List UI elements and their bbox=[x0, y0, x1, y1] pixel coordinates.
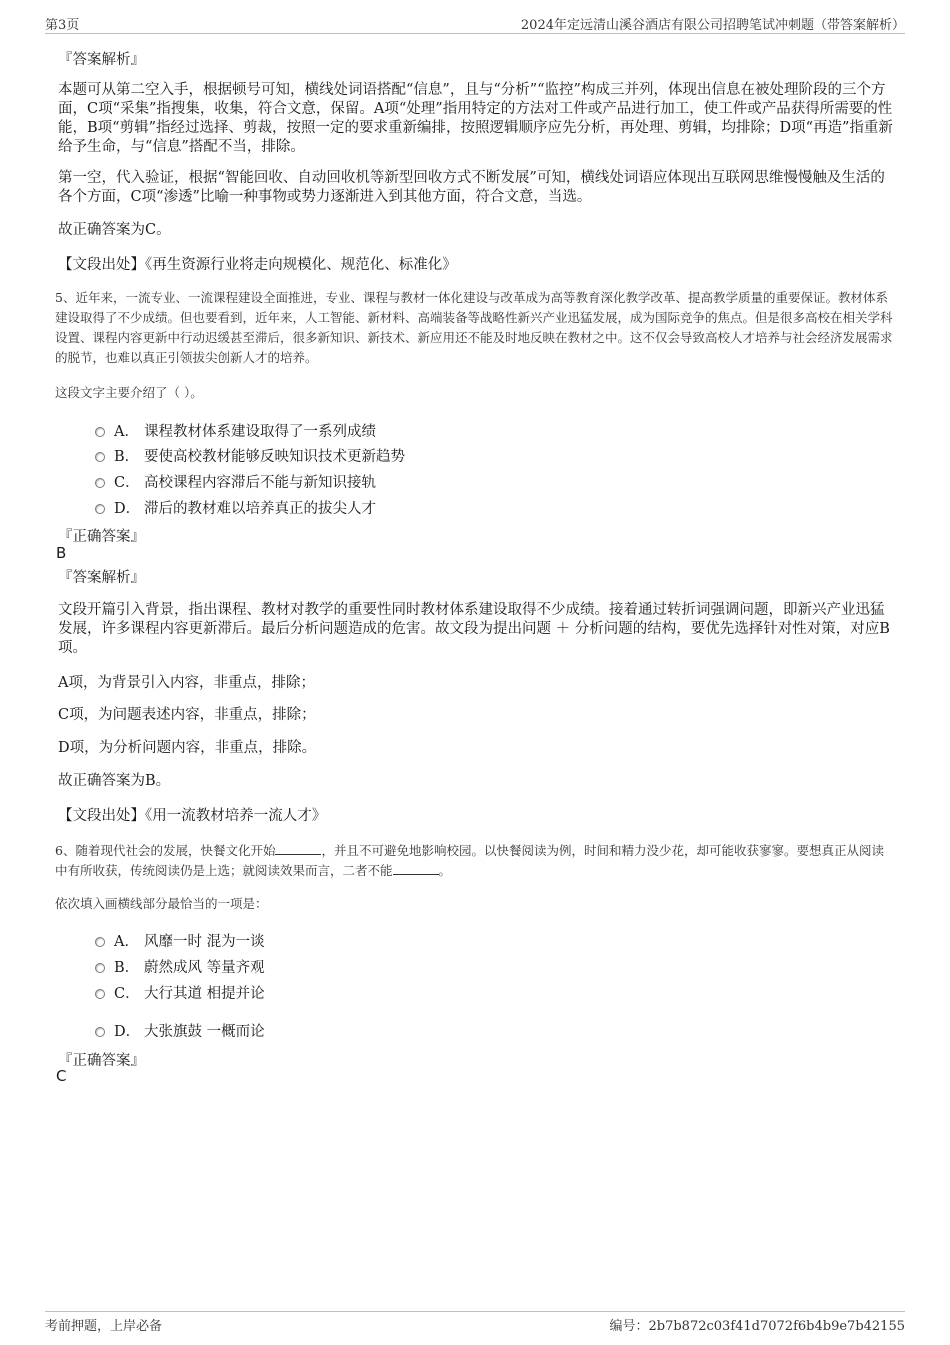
option-text: 风靡一时 混为一谈 bbox=[144, 933, 265, 950]
option-text: 滞后的教材难以培养真正的拔尖人才 bbox=[144, 500, 376, 517]
q4-analysis-label: 『答案解析』 bbox=[58, 52, 145, 68]
radio-icon[interactable] bbox=[95, 1027, 105, 1037]
option-letter: D． bbox=[114, 500, 141, 517]
option-text: 大张旗鼓 一概而论 bbox=[144, 1023, 265, 1040]
fill-blank bbox=[393, 863, 439, 875]
q6-option-a[interactable] bbox=[95, 930, 265, 950]
option-text: 高校课程内容滞后不能与新知识接轨 bbox=[144, 474, 376, 491]
option-letter: B． bbox=[114, 959, 140, 976]
q6-option-b[interactable] bbox=[95, 956, 265, 976]
q6-option-c[interactable] bbox=[95, 982, 265, 1002]
q5-note-a: A项，为背景引入内容，非重点，排除； bbox=[58, 675, 315, 691]
q5-question: 这段文字主要介绍了（ ）。 bbox=[55, 385, 203, 400]
radio-icon[interactable] bbox=[95, 452, 105, 462]
q5-note-d: D项，为分析问题内容，非重点，排除。 bbox=[58, 740, 317, 756]
fill-blank bbox=[275, 843, 321, 855]
radio-icon[interactable] bbox=[95, 478, 105, 488]
q5-analysis-label: 『答案解析』 bbox=[58, 570, 145, 586]
q5-answer: B bbox=[56, 544, 67, 562]
option-text: 大行其道 相提并论 bbox=[144, 985, 265, 1002]
page-header bbox=[45, 12, 905, 34]
q4-conclusion: 故正确答案为C。 bbox=[58, 222, 171, 238]
q4-analysis-para1: 本题可从第二空入手，根据顿号可知，横线处词语搭配“信息”，且与“分析”“监控”构成三并列，体现出信息在被处理阶段的三个方面，C项“采集”指搜集，收集，符合文意，保留。A项“处理”指用特定的方法对工件或产品进行加工，使工件或产品获得所需要的性能，B项“剪辑”指经过选择、剪裁，按照一定的要求重新编排，按照逻辑顺序应先分析，再处理、剪辑，均排除；D项“再造”指重新给予生命，与“信息”搭配不当，排除。 bbox=[58, 82, 893, 155]
radio-icon[interactable] bbox=[95, 963, 105, 973]
q6-stem bbox=[55, 841, 895, 881]
q6-stem-part3: 。 bbox=[438, 863, 452, 878]
q6-stem-part2: ，并且不可避免地影响校园。以快餐阅读为例，时间和精力没少花，却可能收获寥寥。要想真正从阅读中有所收获，传统阅读仍是上选；就阅读效果而言，二者不能 bbox=[55, 843, 884, 878]
q5-conclusion: 故正确答案为B。 bbox=[58, 773, 171, 789]
radio-icon[interactable] bbox=[95, 504, 105, 514]
option-text: 蔚然成风 等量齐观 bbox=[144, 959, 265, 976]
radio-icon[interactable] bbox=[95, 989, 105, 999]
q5-analysis: 文段开篇引入背景，指出课程、教材对教学的重要性同时教材体系建设取得不少成绩。接着通过转折词强调问题，即新兴产业迅猛发展，许多课程内容更新滞后。最后分析问题造成的危害。故文段为提出问题 ＋ 分析问题的结构，要优先选择针对性对策，对应B项。 bbox=[58, 602, 890, 656]
q5-option-a[interactable] bbox=[95, 420, 376, 440]
q6-answer-label: 『正确答案』 bbox=[58, 1053, 145, 1069]
option-letter: C． bbox=[114, 474, 140, 491]
page-footer bbox=[45, 1311, 905, 1335]
option-text: 要使高校教材能够反映知识技术更新趋势 bbox=[144, 448, 405, 465]
page-number: 第3页 bbox=[45, 18, 80, 33]
footer-slogan: 考前押题，上岸必备 bbox=[45, 1319, 163, 1334]
document-title: 2024年定远清山溪谷酒店有限公司招聘笔试冲刺题（带答案解析） bbox=[520, 18, 905, 33]
option-text: 课程教材体系建设取得了一系列成绩 bbox=[144, 423, 376, 440]
q5-stem: 5、近年来，一流专业、一流课程建设全面推进，专业、课程与教材一体化建设与改革成为高等教育深化教学改革、提高教学质量的重要保证。教材体系建设取得了不少成绩。但也要看到，近年来，人工智能、新材料、高端装备等战略性新兴产业迅猛发展，成为国际竞争的焦点。但是很多高校在相关学科设置、课程内容更新中行动迟缓甚至滞后，很多新知识、新技术、新应用还不能及时地反映在教材之中。这不仅会导致高校人才培养与社会经济发展需求的脱节，也难以真正引领拔尖创新人才的培养。 bbox=[55, 290, 893, 365]
option-letter: D． bbox=[114, 1023, 141, 1040]
option-letter: A． bbox=[114, 933, 139, 950]
radio-icon[interactable] bbox=[95, 937, 105, 947]
q5-source: 【文段出处】《用一流教材培养一流人才》 bbox=[58, 808, 327, 824]
q5-option-d[interactable] bbox=[95, 497, 376, 517]
q5-note-c: C项，为问题表述内容，非重点，排除； bbox=[58, 707, 316, 723]
q6-option-d[interactable] bbox=[95, 1020, 265, 1040]
q5-option-c[interactable] bbox=[95, 471, 376, 491]
radio-icon[interactable] bbox=[95, 427, 105, 437]
document-code: 编号：2b7b872c03f41d7072f6b4b9e7b42155 bbox=[609, 1319, 905, 1334]
option-letter: C． bbox=[114, 985, 140, 1002]
option-letter: B． bbox=[114, 448, 140, 465]
q4-analysis-para2: 第一空，代入验证，根据“智能回收、自动回收机等新型回收方式不断发展”可知，横线处词语应体现出互联网思维慢慢触及生活的各个方面，C项“渗透”比喻一种事物或势力逐渐进入到其他方面，符合文意，当选。 bbox=[58, 170, 885, 205]
q6-stem-part1: 6、随着现代社会的发展，快餐文化开始 bbox=[55, 843, 276, 858]
q4-source: 【文段出处】《再生资源行业将走向规模化、规范化、标准化》 bbox=[58, 257, 457, 273]
q5-answer-label: 『正确答案』 bbox=[58, 529, 145, 545]
q5-option-b[interactable] bbox=[95, 445, 405, 465]
q6-question: 依次填入画横线部分最恰当的一项是： bbox=[55, 896, 268, 911]
q6-answer: C bbox=[56, 1067, 67, 1085]
option-letter: A． bbox=[114, 423, 139, 440]
